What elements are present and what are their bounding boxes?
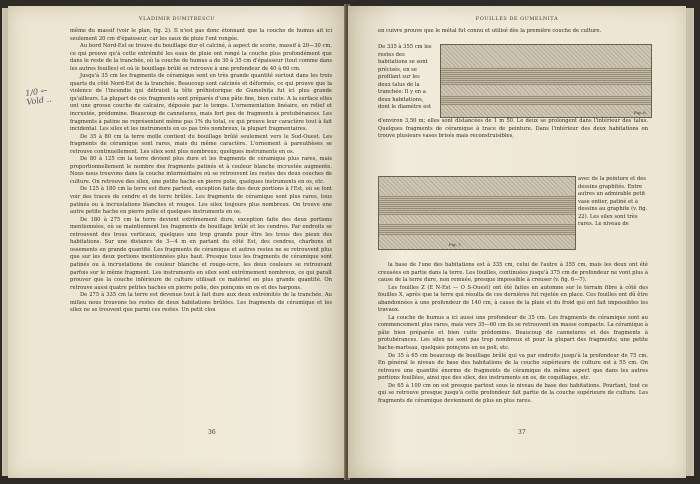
left-page xyxy=(8,6,346,478)
right-page xyxy=(348,6,686,478)
paragraph: De 125 à 180 cm la terre est dure partout, exception faite des deux portions à l'Est, où se font voir des traces de cendre et de terre brûlée. Les fragments de céramique sont plus rares, tous patinés ou à incrustations blanches et rouges. Les silex toujours plus nombreux. On trouve une autre petite hache en pierre polie et quelques instruments en os. xyxy=(70,186,332,216)
paragraph: Jusqu'à 35 cm les fragments de céramique sont en très grande quantité surtout dans les trois quarts du côté Nord-Est de la tranchée. Beaucoup sont calcinés et déformés, ce qui prouve que la violence de l'incendie qui détruisit la tête préhistorique de Gumelnița fut ici plus grande qu'ailleurs. La plupart de ces fragments sont préparés d'une pâte fine, bien cuite. A la surface elles ont une grosse couche de calcaire, déposée par le temps. L'ornementation linéaire, en relief et incrustée, prédomine. Beaucoup de cannelures, mais fort peu de fragments à protubérances. Les fragments à patine ne représentent même pas 1% du total, ce qui prouve leur caractère tout à fait incidental. Les silex et les instruments en os pas très nombreux, la plupart fragmentaires. xyxy=(70,73,332,133)
paragraph: même du massif (voir le plan, fig. 2). Il n'est pas donc étonnant que la couche de humus ait ici seulement 20 cm d'épaisseur, car les eaux de pluie l'ont rongée. xyxy=(70,28,332,42)
right-page-edges xyxy=(686,8,694,476)
paragraph: De 275 à 335 cm la terre est devenue tout à fait dure aux deux extrémités de la tranchée. Au milieu nous trouvons les restes de deux habitations brûlées. Les fragments de céramique et les silex ne se trouvent que parmi ces restes. Un petit clou xyxy=(70,292,332,314)
paragraph: d'environ 3,50 m; elles sont distancées de 1 m 50. Le deux se prolongent dans l'intérieur des talus. Quelques fragments de céramique à trace de peinture. Dans l'intérieur des deux habitations on trouve plusieurs vases brisés mais reconstruisibles, xyxy=(378,118,648,140)
right-side-text: avec de la peinture et des dessins graphités. Entre autres un admirable petit vase entier, patiné et à dessins au graphite (v. fig. 22). Les silex sont très rares. Le niveau de xyxy=(578,176,648,228)
right-intro-text xyxy=(378,28,648,36)
paragraph: Au bord Nord-Est se trouve du bouillage dur et calciné, à aspect de scorie, massif à 20—30 cm, ce qui prouve qu'à cette extrémité les eaux de pluie ont rongé la couche plus profondément que dans le reste de la tranchée, où la couche de humus a de 30 à 35 cm d'épaisseur (tout comme dans les autres fouilles) et où le bouillage brûlé se retrouve à une profondeur de 40 à 60 cm. xyxy=(70,43,332,72)
paragraph: De 35 à 80 cm la terre molle contient du bouillage brûlé seulement vers le Sud-Ouest. Les fragments de céramique sont rares, mais du même caractère. L'ornement à pareuthèses se retrouve continuellement. Les silex sont plus nombreux; quelques instruments en os. xyxy=(70,133,332,155)
left-body-text xyxy=(70,28,332,315)
right-running-header: FOUILLES DE GUMELNIȚA xyxy=(475,16,559,22)
figure-6-caption: Fig. 6. xyxy=(634,110,647,115)
paragraph: Les fouilles Z (E N-Est — O S-Ouest) ont été faites en automne sur le terrain fibre à côté des fouilles X, après que la terre qui résulta de ces dernières fut rejetée en place. Ces fouilles ont dû être abandonnées à une profondeur de 140 cm, à cause de la pluie et du froid qui ont fait impossibles les travaux. xyxy=(378,284,648,314)
paragraph: La couche de humus a ici aussi une profondeur de 35 cm. Les fragments de céramique sont au commencement plus rares, mais vers 35—60 cm ils se retrouvent en masse compacte. La céramique à pâte bien préparée et bien cuite prédomine. Beaucoup de cannelures et des fragments à protubérances. Les silex ne sont pas trop nombreux et pour la plupart des fragments; une petite hache-marteau, quelques poinçons en os poli, etc. xyxy=(378,314,648,352)
figure-6-photo xyxy=(440,44,652,118)
paragraph: De 80 à 125 cm la terre devient plus dure et les fragments de céramique plus rares, mais proportionnellement le nombre des fragments patinés et à couleur blanche incrustée augmente. Nous nous trouvons dans la couche intermédiaire où se retrouvent les restes des deux couches de culture. On retrouve des silex, une petite hache en pierre polie, quelques instruments en os, etc. xyxy=(70,156,332,185)
paragraph: De 65 à 100 cm on est presque partout sous le niveau de base des habitations. Pourtant, tout ce qui se retrouve presque jusqu'à cette profondeur fait partie de la couche supérieure de culture. Les fragments de céramique deviennent de plus en plus rares. xyxy=(378,382,648,404)
right-mid-text xyxy=(378,118,648,141)
left-page-number: 36 xyxy=(208,429,216,436)
paragraph: De 35 à 65 cm beaucoup de bouillage brûlé qui va par endroits jusqu'à la profondeur de 75 cm. En général le niveau de base des habitations de la couche supérieure de culture est à 55 cm. On retrouve une quantité énorme de fragments de céramique du même aspect que dans les autres portions fouillées, ainsi que des silex, des instruments en os, de coquillages, etc. xyxy=(378,352,648,382)
figure-7-photo xyxy=(378,176,576,250)
right-page-number: 37 xyxy=(518,429,526,436)
left-running-header: VLADIMIR DUMITRESCU xyxy=(138,16,215,22)
handwritten-annotation: 1/0 ← Vold .. xyxy=(24,85,53,107)
paragraph: De 180 à 275 cm la terre devient extrêmement dure, exception faite des deux portions mentionnées, où se maintiennent les fragments de bouillage brûlé et les cendres. Par endroits se retrouvent des trous verticaux, quelques uns trop grands pour être les trous des pieux des habitations. Sur une distance de 3—4 m en partant du côté Est, des cendres, charbons et ossements en grande quantité. Les fragments de céramique et autres restes ne se retrouvent plus que sur les deux portions mentionnées plus haut. Presque tous les fragments de céramique sont patinés ou à incrustations de couleur blanche et rouge-ocre, les deux couleurs se retrouvant parfois sur le même fragment. Les instruments en silex sont extrêmement nombreux, ce qui paraît prouver que la couche inférieure de culture utilisait ce matériel en plus grande quantité. On retrouve aussi quatre petites haches en pierre polie, des poinçons en os et des harpons. xyxy=(70,216,332,291)
paragraph: la base de l'une des habitations est à 335 cm, celui de l'autre à 355 cm, mais les deux ont été creusées en partie dans la terre. Les fouilles, continuées jusqu'à 375 cm de profondeur ne vont plus à cause de la terre dure, non remuée, presque impossible à creuser (v. fig. 6—7). xyxy=(378,262,648,284)
figure-7-caption: Fig. 7. xyxy=(449,242,462,247)
right-narrow-column: De 335 à 355 cm les restes des habitations se sont précisés, en se profilant sur les deux talus de la tranchée: Il y en a deux habitations, dont le diamètre est xyxy=(378,44,432,111)
right-body-text xyxy=(378,262,648,405)
paragraph: en cuivre prouve que le métal fut connu et utilisé dès la première couche de culture. xyxy=(378,28,602,34)
